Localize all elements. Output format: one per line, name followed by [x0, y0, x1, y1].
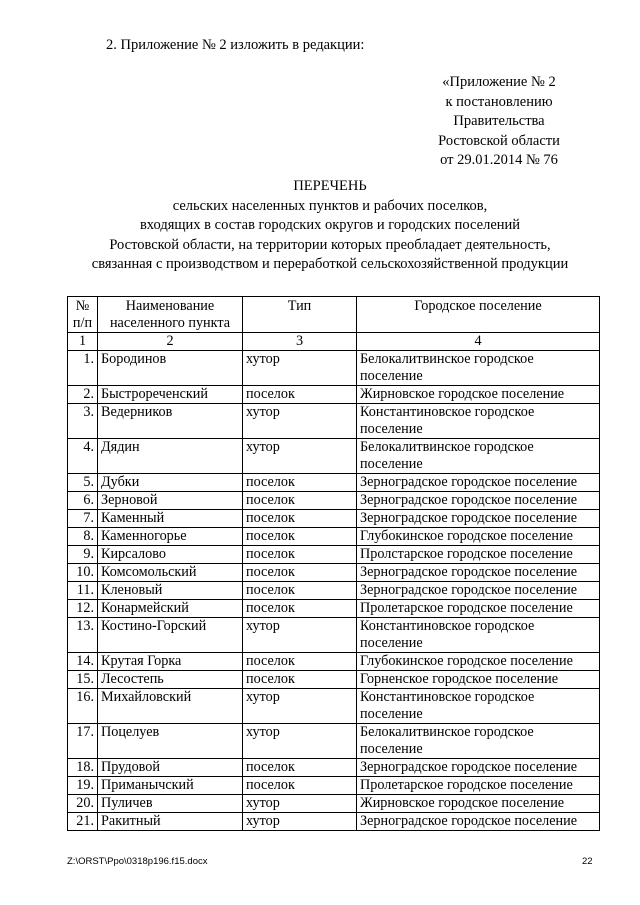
row-number-cell: 13. — [68, 618, 98, 653]
appendix-reference — [390, 73, 608, 171]
row-name-cell: Кирсалово — [98, 546, 243, 564]
row-name-cell: Бородинов — [98, 351, 243, 386]
table-row — [68, 724, 600, 759]
row-settlement-cell: Горненское городское поселение — [357, 671, 600, 689]
appendix-line: к постановлению — [445, 93, 553, 110]
table-row — [68, 564, 600, 582]
row-settlement-cell: Глубокинское городское поселение — [357, 653, 600, 671]
table-row — [68, 759, 600, 777]
row-settlement-cell: Белокалитвинское городское поселение — [357, 724, 600, 759]
row-type-cell: поселок — [243, 582, 357, 600]
row-type-cell: хутор — [243, 351, 357, 386]
row-name-cell: Зерновой — [98, 492, 243, 510]
row-type-cell: хутор — [243, 724, 357, 759]
row-number-cell: 21. — [68, 813, 98, 831]
footer-file-path: Z:\ORST\Ppo\0318p196.f15.docx — [67, 856, 208, 867]
row-number-cell: 12. — [68, 600, 98, 618]
row-name-cell: Быстрореченский — [98, 386, 243, 404]
table-row — [68, 600, 600, 618]
row-number-cell: 4. — [68, 439, 98, 474]
row-settlement-cell: Жирновское городское поселение — [357, 386, 600, 404]
document-subtitle-line: связанная с производством и переработкой сельскохозяйственной продукции — [91, 256, 569, 272]
row-name-cell: Каменный — [98, 510, 243, 528]
row-number-cell: 7. — [68, 510, 98, 528]
row-name-cell: Ракитный — [98, 813, 243, 831]
row-number-cell: 10. — [68, 564, 98, 582]
table-row — [68, 795, 600, 813]
document-subtitle-line: входящих в состав городских округов и городских поселений — [139, 217, 521, 233]
row-number-cell: 14. — [68, 653, 98, 671]
row-name-cell: Приманычский — [98, 777, 243, 795]
table-row — [68, 404, 600, 439]
row-type-cell: хутор — [243, 439, 357, 474]
table-row — [68, 777, 600, 795]
row-type-cell: поселок — [243, 653, 357, 671]
row-name-cell: Конармейский — [98, 600, 243, 618]
row-settlement-cell: Зерноградское городское поселение — [357, 510, 600, 528]
row-type-cell: поселок — [243, 777, 357, 795]
header-cell-settlement: Городское поселение — [357, 297, 600, 333]
row-settlement-cell: Зерноградское городское поселение — [357, 474, 600, 492]
row-type-cell: поселок — [243, 564, 357, 582]
table-row — [68, 528, 600, 546]
row-number-cell: 20. — [68, 795, 98, 813]
row-name-cell: Комсомольский — [98, 564, 243, 582]
row-settlement-cell: Зерноградское городское поселение — [357, 759, 600, 777]
row-number-cell: 9. — [68, 546, 98, 564]
row-settlement-cell: Белокалитвинское городское поселение — [357, 351, 600, 386]
row-name-cell: Дядин — [98, 439, 243, 474]
header-cell-type: Тип — [243, 297, 357, 333]
row-type-cell: хутор — [243, 689, 357, 724]
row-number-cell: 17. — [68, 724, 98, 759]
row-number-cell: 1. — [68, 351, 98, 386]
table-row — [68, 813, 600, 831]
row-name-cell: Лесостепь — [98, 671, 243, 689]
header-cell-name: Наименование населенного пункта — [98, 297, 243, 333]
row-settlement-cell: Константиновское городское поселение — [357, 404, 600, 439]
footer-page-number: 22 — [582, 856, 593, 867]
table-row — [68, 689, 600, 724]
row-settlement-cell: Зерноградское городское поселение — [357, 564, 600, 582]
row-settlement-cell: Зерноградское городское поселение — [357, 492, 600, 510]
row-name-cell: Ведерников — [98, 404, 243, 439]
appendix-line: «Приложение № 2 — [442, 74, 556, 90]
row-name-cell: Кленовый — [98, 582, 243, 600]
row-settlement-cell: Жирновское городское поселение — [357, 795, 600, 813]
row-number-cell: 3. — [68, 404, 98, 439]
row-number-cell: 18. — [68, 759, 98, 777]
row-name-cell: Каменногорье — [98, 528, 243, 546]
column-number-cell: 4 — [357, 333, 600, 351]
row-type-cell: поселок — [243, 492, 357, 510]
row-type-cell: поселок — [243, 510, 357, 528]
row-settlement-cell: Пролстарское городское поселение — [357, 546, 600, 564]
table-row — [68, 546, 600, 564]
intro-paragraph: 2. Приложение № 2 изложить в редакции: — [106, 37, 365, 53]
row-name-cell: Дубки — [98, 474, 243, 492]
row-number-cell: 19. — [68, 777, 98, 795]
row-number-cell: 2. — [68, 386, 98, 404]
document-subtitle-line: сельских населенных пунктов и рабочих поселков, — [172, 197, 488, 214]
row-number-cell: 6. — [68, 492, 98, 510]
row-type-cell: поселок — [243, 759, 357, 777]
row-type-cell: хутор — [243, 404, 357, 439]
row-number-cell: 11. — [68, 582, 98, 600]
table-row — [68, 439, 600, 474]
row-type-cell: поселок — [243, 474, 357, 492]
row-number-cell: 16. — [68, 689, 98, 724]
row-name-cell: Поцелуев — [98, 724, 243, 759]
appendix-line: Ростовской области — [438, 132, 560, 149]
table-row — [68, 492, 600, 510]
row-settlement-cell: Глубокинское городское поселение — [357, 528, 600, 546]
table-row — [68, 582, 600, 600]
row-number-cell: 8. — [68, 528, 98, 546]
row-settlement-cell: Константиновское городское поселение — [357, 689, 600, 724]
row-type-cell: хутор — [243, 813, 357, 831]
row-type-cell: поселок — [243, 528, 357, 546]
row-type-cell: поселок — [243, 671, 357, 689]
row-type-cell: поселок — [243, 600, 357, 618]
table-row — [68, 671, 600, 689]
table-header-row — [68, 297, 600, 333]
table-row — [68, 618, 600, 653]
row-number-cell: 15. — [68, 671, 98, 689]
row-settlement-cell: Зерноградское городское поселение — [357, 582, 600, 600]
row-name-cell: Пуличев — [98, 795, 243, 813]
row-type-cell: поселок — [243, 546, 357, 564]
table-row — [68, 510, 600, 528]
column-number-cell: 1 — [68, 333, 98, 351]
table-row — [68, 474, 600, 492]
settlements-table — [67, 296, 600, 831]
row-name-cell: Костино-Горский — [98, 618, 243, 653]
appendix-line: Правительства — [453, 113, 545, 129]
row-settlement-cell: Пролетарское городское поселение — [357, 600, 600, 618]
table-row — [68, 351, 600, 386]
column-number-cell: 3 — [243, 333, 357, 351]
column-number-cell: 2 — [98, 333, 243, 351]
document-title-block — [40, 177, 620, 275]
row-name-cell: Михайловский — [98, 689, 243, 724]
row-settlement-cell: Константиновское городское поселение — [357, 618, 600, 653]
appendix-line: от 29.01.2014 № 76 — [440, 152, 558, 168]
table-row — [68, 386, 600, 404]
header-cell-number: № п/п — [68, 297, 98, 333]
table-row — [68, 653, 600, 671]
column-number-row — [68, 333, 600, 351]
document-subtitle-line: Ростовской области, на территории которых преобладает деятельность, — [109, 236, 551, 253]
row-type-cell: поселок — [243, 386, 357, 404]
row-number-cell: 5. — [68, 474, 98, 492]
row-settlement-cell: Зерноградское городское поселение — [357, 813, 600, 831]
document-title: ПЕРЕЧЕНЬ — [293, 178, 367, 194]
row-settlement-cell: Белокалитвинское городское поселение — [357, 439, 600, 474]
row-settlement-cell: Пролетарское городское поселение — [357, 777, 600, 795]
row-type-cell: хутор — [243, 795, 357, 813]
row-type-cell: хутор — [243, 618, 357, 653]
row-name-cell: Крутая Горка — [98, 653, 243, 671]
row-name-cell: Прудовой — [98, 759, 243, 777]
